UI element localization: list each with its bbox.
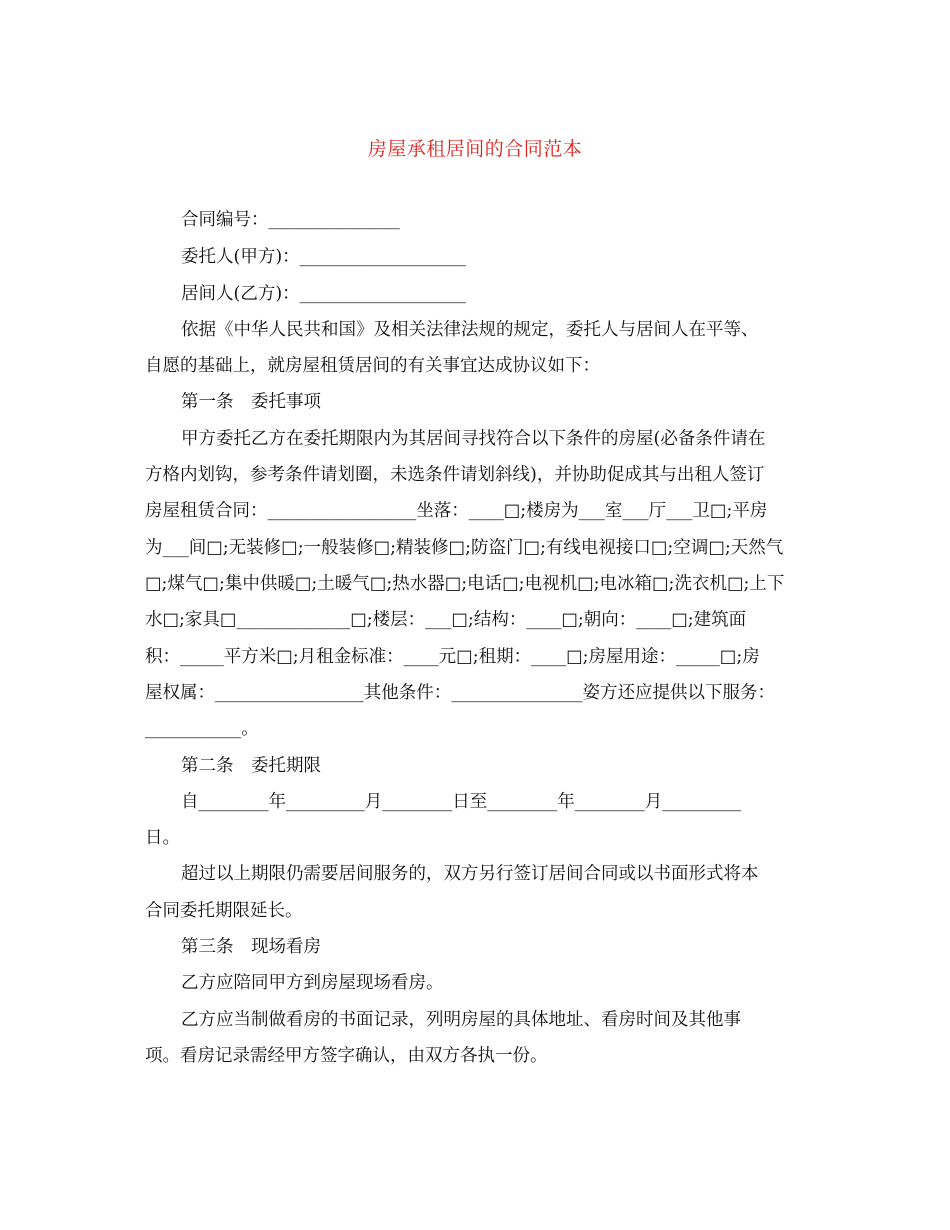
paragraph-line: 房屋租赁合同：_________________坐落：____□;楼房为___室___厅___卫□;平房 bbox=[145, 501, 768, 521]
section-heading: 第二条 委托期限 bbox=[181, 756, 321, 776]
client-party-a-field: 委托人(甲方)：___________________ bbox=[181, 247, 466, 267]
paragraph-line: 方格内划钩，参考条件请划圈，未选条件请划斜线)，并协助促成其与出租人签订 bbox=[145, 465, 765, 485]
paragraph-line: 项。看房记录需经甲方签字确认，由双方各执一份。 bbox=[145, 1046, 548, 1066]
paragraph-line: 依据《中华人民共和国》及相关法律法规的规定，委托人与居间人在平等、 bbox=[181, 320, 759, 340]
paragraph-line: □;煤气□;集中供暖□;土暖气□;热水器□;电话□;电视机□;电冰箱□;洗衣机□;上下 bbox=[145, 574, 785, 594]
paragraph-line: ___________。 bbox=[145, 719, 259, 739]
paragraph-line: 自________年_________月________日至________年________月_________ bbox=[181, 792, 741, 812]
paragraph-line: 屋权属：_________________其他条件：_______________姿方还应提供以下服务： bbox=[145, 683, 775, 703]
paragraph-line: 合同委托期限延长。 bbox=[145, 901, 303, 921]
paragraph-line: 乙方应当制做看房的书面记录，列明房屋的具体地址、看房时间及其他事 bbox=[181, 1010, 741, 1030]
paragraph-line: 水□;家具□_____________□;楼层：___□;结构：____□;朝向：____□;建筑面 bbox=[145, 610, 747, 630]
paragraph-line: 积：_____平方米□;月租金标准：____元□;租期：____□;房屋用途：_____□;房 bbox=[145, 647, 760, 667]
paragraph-line: 为___间□;无装修□;一般装修□;精装修□;防盗门□;有线电视接口□;空调□;天然气 bbox=[145, 538, 784, 558]
agent-party-b-field: 居间人(乙方)：___________________ bbox=[181, 284, 466, 304]
section-heading: 第一条 委托事项 bbox=[181, 392, 321, 412]
paragraph-line: 日。 bbox=[145, 828, 180, 848]
paragraph-line: 甲方委托乙方在委托期限内为其居间寻找符合以下条件的房屋(必备条件请在 bbox=[181, 429, 766, 449]
paragraph-line: 乙方应陪同甲方到房屋现场看房。 bbox=[181, 973, 444, 993]
paragraph-line: 自愿的基础上，就房屋租赁居间的有关事宜达成协议如下： bbox=[145, 356, 600, 376]
paragraph-line: 超过以上期限仍需要居间服务的，双方另行签订居间合同或以书面形式将本 bbox=[181, 864, 759, 884]
document-title: 房屋承租居间的合同范本 bbox=[367, 138, 583, 160]
section-heading: 第三条 现场看房 bbox=[181, 937, 321, 957]
contract-number-field: 合同编号：_______________ bbox=[181, 210, 400, 230]
